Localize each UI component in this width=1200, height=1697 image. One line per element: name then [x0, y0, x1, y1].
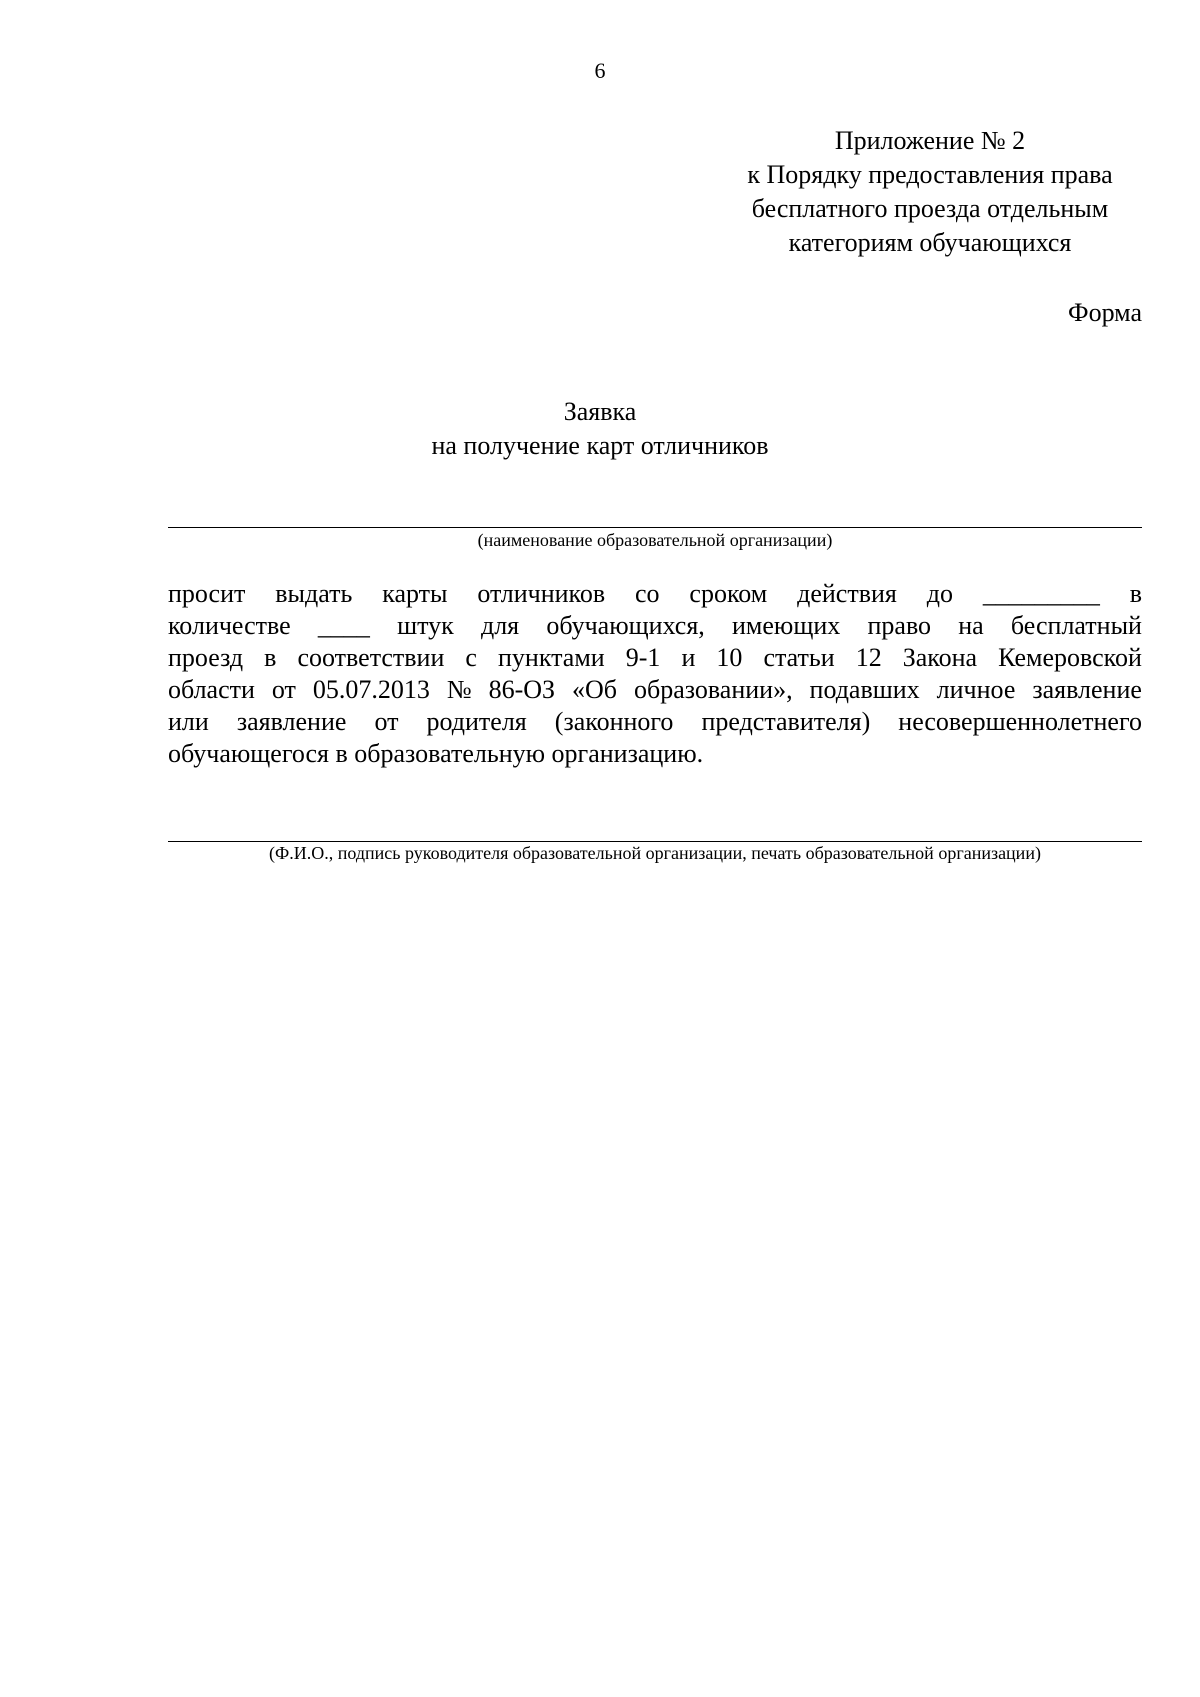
- title-line: Заявка: [563, 397, 637, 426]
- paragraph-word: до: [926, 579, 953, 608]
- subtitle-line: на получение карт отличников: [431, 431, 769, 460]
- paragraph-word: представителя): [701, 707, 871, 736]
- paragraph-word: Закона: [902, 643, 978, 672]
- paragraph-word: имеющих: [732, 611, 841, 640]
- paragraph-word: «Об: [572, 675, 618, 704]
- signature-line: [168, 841, 1142, 842]
- paragraph-word: Кемеровской: [998, 643, 1142, 672]
- paragraph-word: области: [168, 675, 255, 704]
- paragraph-word: действия: [797, 579, 897, 608]
- appendix-line: категориям обучающихся: [788, 228, 1072, 257]
- paragraph-word: личное: [936, 675, 1016, 704]
- paragraph-word: ____: [317, 611, 370, 640]
- paragraph-line: [168, 610, 1142, 642]
- org-name-caption: (наименование образовательной организации): [477, 530, 833, 550]
- paragraph-word: сроком: [689, 579, 768, 608]
- form-label: Форма: [1068, 298, 1142, 327]
- paragraph-line: [168, 578, 1142, 610]
- appendix-line: к Порядку предоставления права: [747, 160, 1113, 189]
- paragraph-word: статьи: [763, 643, 835, 672]
- appendix-line: Приложение № 2: [834, 126, 1026, 155]
- paragraph-word: (законного: [554, 707, 674, 736]
- paragraph-word: 86-ОЗ: [488, 675, 556, 704]
- request-paragraph: [168, 578, 1142, 770]
- document-title: [0, 395, 1200, 463]
- paragraph-word: подавших: [809, 675, 920, 704]
- paragraph-word: пунктами: [498, 643, 605, 672]
- paragraph-line: обучающегося в образовательную организацию.: [168, 739, 704, 768]
- paragraph-word: обучающихся,: [546, 611, 705, 640]
- paragraph-word: в: [1129, 579, 1142, 608]
- paragraph-word: от: [271, 675, 296, 704]
- paragraph-word: проезд: [168, 643, 244, 672]
- paragraph-word: образовании»,: [633, 675, 793, 704]
- paragraph-word: просит: [168, 579, 246, 608]
- paragraph-word: заявление: [236, 707, 347, 736]
- paragraph-word: штук: [397, 611, 454, 640]
- paragraph-word: родителя: [426, 707, 527, 736]
- page-number: 6: [594, 58, 606, 83]
- paragraph-word: на: [958, 611, 984, 640]
- paragraph-word: право: [867, 611, 932, 640]
- paragraph-word: 12: [855, 643, 882, 672]
- paragraph-line: [168, 674, 1142, 706]
- paragraph-word: заявление: [1032, 675, 1142, 704]
- paragraph-word: 9-1: [625, 643, 661, 672]
- paragraph-word: бесплатный: [1010, 611, 1142, 640]
- paragraph-word: в: [264, 643, 277, 672]
- paragraph-word: количестве: [168, 611, 291, 640]
- paragraph-word: _________: [982, 579, 1100, 608]
- paragraph-word: и: [681, 643, 696, 672]
- paragraph-word: несовершеннолетнего: [898, 707, 1142, 736]
- paragraph-word: с: [465, 643, 477, 672]
- signature-caption: (Ф.И.О., подпись руководителя образовательной организации, печать образовательной организации): [269, 843, 1041, 863]
- paragraph-word: 10: [716, 643, 743, 672]
- paragraph-word: соответствии: [297, 643, 445, 672]
- appendix-header: [700, 124, 1160, 260]
- paragraph-word: для: [480, 611, 520, 640]
- appendix-line: бесплатного проезда отдельным: [751, 194, 1109, 223]
- paragraph-word: №: [446, 675, 472, 704]
- paragraph-word: отличников: [477, 579, 606, 608]
- paragraph-word: карты: [382, 579, 448, 608]
- paragraph-line: [168, 706, 1142, 738]
- paragraph-word: или: [168, 707, 209, 736]
- paragraph-word: со: [635, 579, 660, 608]
- paragraph-word: 05.07.2013: [312, 675, 430, 704]
- paragraph-word: от: [374, 707, 399, 736]
- org-name-line: [168, 527, 1142, 528]
- paragraph-line: [168, 642, 1142, 674]
- paragraph-word: выдать: [275, 579, 353, 608]
